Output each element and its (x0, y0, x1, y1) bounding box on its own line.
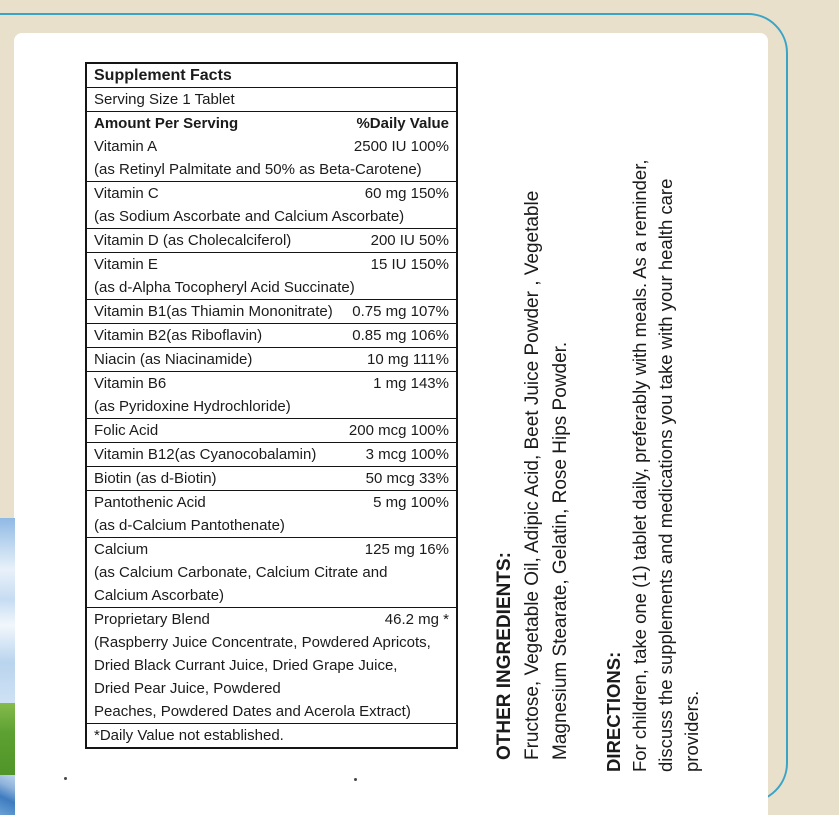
nutrient-line (94, 372, 449, 395)
nutrient-name: Proprietary Blend (94, 611, 210, 628)
rotated-text-line: providers. (681, 690, 702, 772)
nutrient-line (94, 491, 449, 514)
nutrient-amount: 2500 IU 100% (353, 138, 449, 155)
nutrient-source-line: (as Calcium Carbonate, Calcium Citrate and (94, 564, 388, 581)
nutrient-amount: 50 mcg 33% (365, 470, 449, 487)
nutrient-line (94, 300, 449, 323)
directions-block (601, 160, 705, 773)
nutrient-amount: 200 IU 50% (370, 232, 449, 249)
daily-value-header: %Daily Value (356, 115, 449, 132)
nutrient-name: Calcium (94, 541, 149, 558)
table-row (87, 135, 456, 181)
nutrient-amount: 10 mg 111% (367, 351, 449, 368)
blue-photo-fragment (0, 775, 15, 815)
nutrient-name: Vitamin B12(as Cyanocobalamin) (94, 446, 317, 463)
nutrient-name: Vitamin B2(as Riboflavin) (94, 327, 263, 344)
nutrient-name: Vitamin A (94, 138, 158, 155)
nutrient-line (94, 135, 449, 158)
sky-photo-fragment (0, 518, 15, 703)
print-speck (354, 778, 357, 781)
nutrient-source-line: (as d-Alpha Tocopheryl Acid Succinate) (94, 279, 355, 296)
nutrient-line (94, 182, 449, 205)
nutrient-source-line: (as Sodium Ascorbate and Calcium Ascorbate) (94, 208, 405, 225)
nutrient-line (94, 253, 449, 276)
table-row (87, 371, 456, 418)
nutrient-line (94, 419, 449, 442)
nutrient-name: Vitamin B6 (94, 375, 167, 392)
nutrient-source-line: (as Pyridoxine Hydrochloride) (94, 398, 291, 415)
table-row (87, 442, 456, 466)
table-row (87, 181, 456, 228)
serving-size-row: Serving Size 1 Tablet (87, 87, 456, 111)
nutrient-source-line: (as Retinyl Palmitate and 50% as Beta-Carotene) (94, 161, 422, 178)
amount-per-serving-header: Amount Per Serving (94, 115, 239, 132)
nutrient-line (94, 229, 449, 252)
directions-lines (627, 160, 705, 773)
table-row (87, 466, 456, 490)
nutrient-source-line: Dried Pear Juice, Powdered (94, 680, 281, 697)
nutrient-amount: 3 mcg 100% (365, 446, 449, 463)
nutrient-name: Folic Acid (94, 422, 159, 439)
nutrient-name: Biotin (as d-Biotin) (94, 470, 217, 487)
nutrient-name: Pantothenic Acid (94, 494, 206, 511)
rotated-text-line: For children, take one (1) tablet daily, preferably with meals. As a reminder, (629, 159, 650, 772)
nutrient-name: Niacin (as Niacinamide) (94, 351, 253, 368)
grass-photo-fragment (0, 703, 15, 775)
nutrient-amount: 0.85 mg 106% (352, 327, 449, 344)
footnote-row: *Daily Value not established. (87, 723, 456, 747)
nutrient-name: Vitamin C (94, 185, 159, 202)
nature-photo-strip (0, 518, 15, 815)
table-header-row (87, 111, 456, 135)
nutrient-line (94, 538, 449, 561)
rotated-text-line: Magnesium Stearate, Gelatin, Rose Hips Powder. (550, 341, 571, 760)
nutrient-source-line: Peaches, Powdered Dates and Acerola Extract) (94, 703, 411, 720)
table-row (87, 323, 456, 347)
other-ingredients-title: OTHER INGREDIENTS: (494, 552, 515, 760)
other-ingredients-block (491, 191, 575, 760)
table-row (87, 537, 456, 607)
nutrient-source-line: (as d-Calcium Pantothenate) (94, 517, 285, 534)
facts-rows (87, 135, 456, 723)
rotated-text-line: discuss the supplements and medications you take with your health care (655, 178, 676, 772)
table-row (87, 490, 456, 537)
table-row (87, 228, 456, 252)
nutrient-amount: 0.75 mg 107% (352, 303, 449, 320)
nutrient-amount: 15 IU 150% (370, 256, 449, 273)
print-speck (64, 777, 67, 780)
directions-title: DIRECTIONS: (603, 651, 624, 772)
supplement-facts-title: Supplement Facts (94, 67, 232, 84)
nutrient-amount: 60 mg 150% (364, 185, 449, 202)
nutrient-source-line: Calcium Ascorbate) (94, 587, 225, 604)
nutrient-line (94, 348, 449, 371)
table-row (87, 347, 456, 371)
table-row (87, 607, 456, 723)
nutrient-source-line: Dried Black Currant Juice, Dried Grape Juice, (94, 657, 398, 674)
nutrient-amount: 125 mg 16% (364, 541, 449, 558)
nutrient-amount: 46.2 mg * (384, 611, 449, 628)
nutrient-line (94, 608, 449, 631)
nutrient-name: Vitamin E (94, 256, 158, 273)
supplement-facts-table (85, 62, 458, 749)
rotated-text-line: Fructose, Vegetable Oil, Adipic Acid, Beet Juice Powder , Vegetable (522, 190, 543, 760)
nutrient-name: Vitamin B1(as Thiamin Mononitrate) (94, 303, 333, 320)
nutrient-amount: 1 mg 143% (373, 375, 449, 392)
other-ingredients-lines (519, 191, 575, 760)
table-row (87, 252, 456, 299)
table-row (87, 418, 456, 442)
nutrient-amount: 5 mg 100% (373, 494, 449, 511)
table-row (87, 299, 456, 323)
nutrient-line (94, 443, 449, 466)
nutrient-line (94, 467, 449, 490)
nutrient-line (94, 324, 449, 347)
nutrient-name: Vitamin D (as Cholecalciferol) (94, 232, 292, 249)
nutrient-source-line: (Raspberry Juice Concentrate, Powdered Apricots, (94, 634, 431, 651)
nutrient-amount: 200 mcg 100% (348, 422, 449, 439)
